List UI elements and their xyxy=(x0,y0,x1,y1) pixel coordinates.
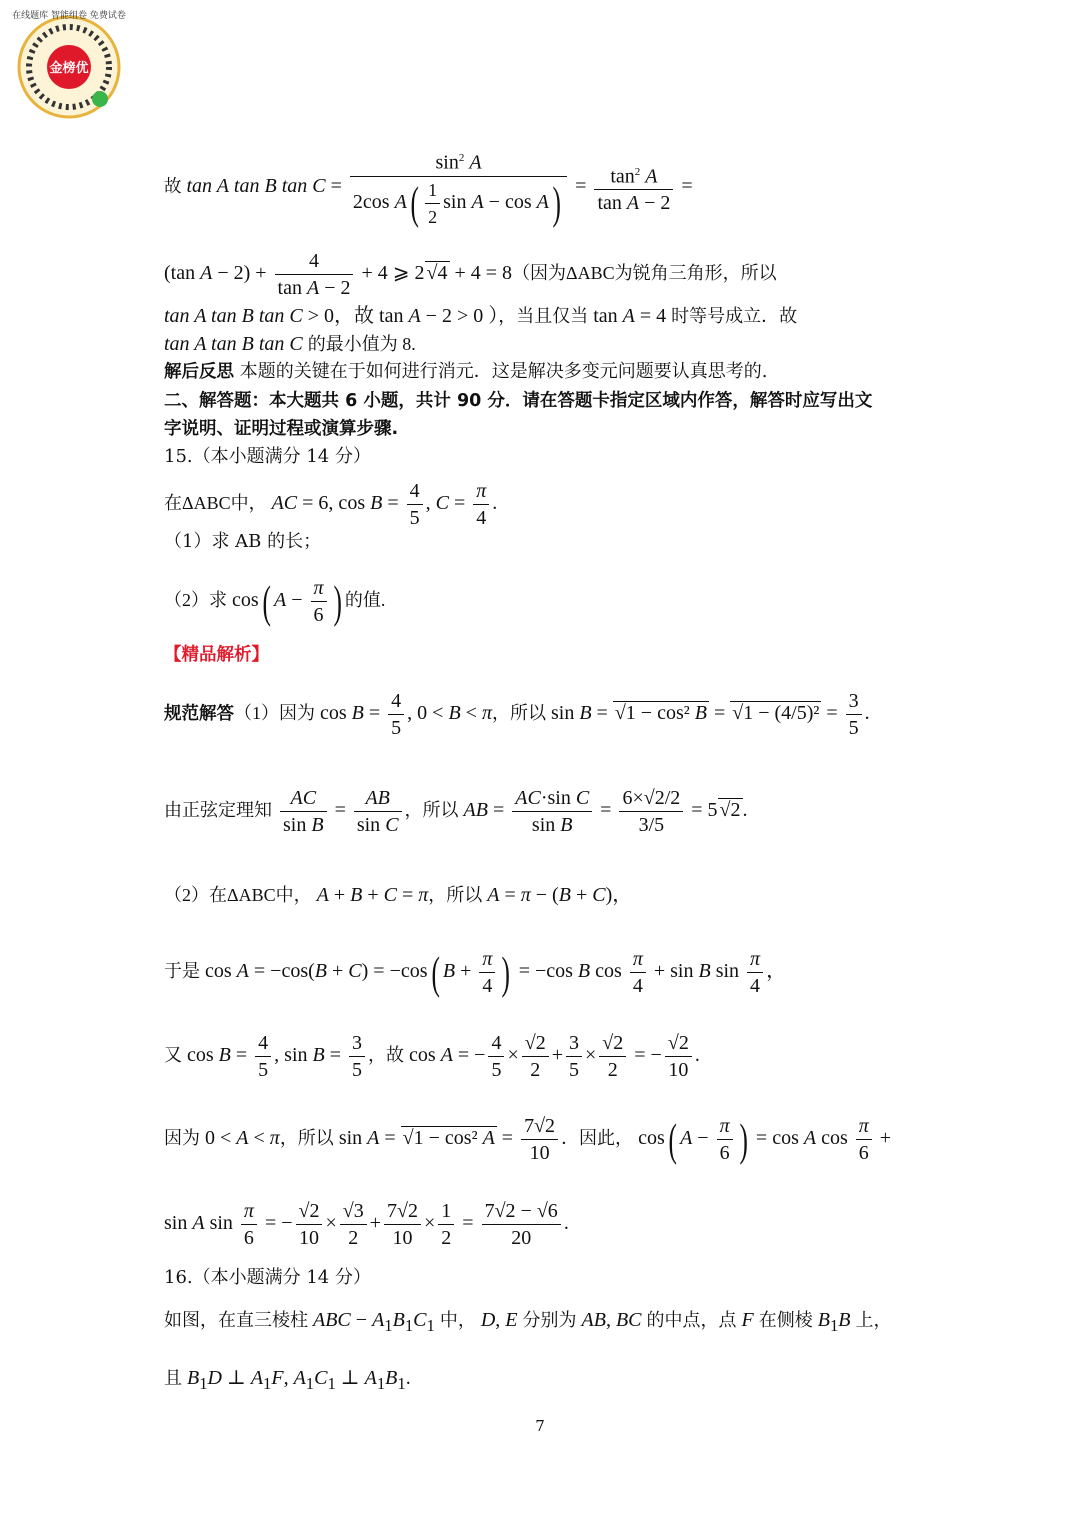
reflection-label: 解后反思 xyxy=(164,362,234,382)
jinbangyou-logo xyxy=(8,4,130,126)
q16-statement-1: 如图，在直三棱柱 ABC − $A_1B_1C_1$ 中， D, E 分别为 AB, BC 的中点，点 F 在侧棱 $B_1B$ 上， xyxy=(164,1309,892,1335)
q16-header: 16.（本小题满分 14 分） xyxy=(164,1267,371,1288)
q16-statement-2: 且 $B_1D$ ⊥ $A_1F$, $A_1C_1$ ⊥ $A_1B_1$. xyxy=(164,1367,411,1393)
formula-line-4: tan A tan B tan C 的最小值为 8. xyxy=(164,333,416,355)
logo-arc-text: 在线题库 智能组卷 免费试卷 xyxy=(12,11,126,21)
formula-line-1: 故 tan A tan B tan C = $\sin^2 A$ 2cos A( $\frac{1}{2}$ sin A − cos A) = $\frac{\tan^2 A}{\text{tan A − 2}}$ = xyxy=(164,145,693,230)
solution-line-4: 于是 cos A = −cos(B + C) = −cos( B + $\frac{\pi}{4}$ ) = −cos B cos $\frac{\pi}{4}$ + sin B sin $\frac{\pi}{4}$ ， xyxy=(164,946,787,998)
q15-header: 15.（本小题满分 14 分） xyxy=(164,446,371,467)
page-number: 7 xyxy=(535,1417,545,1435)
solution-line-2: 由正弦定理知 $\frac{AC}{\text{sin B}}$ = $\frac{AB}{\text{sin C}}$ ，所以 AB = $\frac{\text{AC·sin C}}{\text{sin B}}$ = $\frac{6\times√2/2}{3/5}$ = 5 √2 . xyxy=(164,787,748,836)
q15-statement: 在ΔABC中， AC = 6, cos B = $\frac{4}{5}$ , C = $\frac{\pi}{4}$ . xyxy=(164,480,498,529)
solution-line-6: 因为 0 < A < π，所以 sin A = √1 − cos² A = $\frac{7√2}{10}$ ．因此， cos( A − $\frac{\pi}{6}$ ) = cos A cos $\frac{\pi}{6}$ + xyxy=(164,1113,892,1165)
q15-part2: （2）求 cos( A − $\frac{\pi}{6}$ ) 的值. xyxy=(164,575,386,627)
reflection xyxy=(164,360,767,384)
formula-line-2: (tan A − 2) + $\frac{4}{\text{tan A − 2}}$ + 4 ⩾ 2 √4 + 4 = 8（因为ΔABC为锐角三角形，所以 xyxy=(164,250,777,299)
solution-line-3: （2）在ΔABC中， A + B + C = π，所以 A = π − (B + C)， xyxy=(164,884,633,906)
analysis-tag: 【精品解析】 xyxy=(164,645,269,665)
reflection-text: 本题的关键在于如何进行消元．这是解决多变元问题要认真思考的. xyxy=(239,361,768,382)
solution-line-7: sin A sin $\frac{\pi}{6}$ = − $\frac{√2}{10}$ × $\frac{√3}{2}$ + $\frac{7√2}{10}$ × $\frac{1}{2}$ = $\frac{7√2 - √6}{20}$ . xyxy=(164,1200,569,1249)
logo-name: 金榜优 xyxy=(49,61,89,76)
solution-line-5: 又 cos B = $\frac{4}{5}$ , sin B = $\frac{3}{5}$ ，故 cos A = − $\frac{4}{5}$ × $\frac{√2}{2}$ + $\frac{3}{5}$ × $\frac{√2}{2}$ = − $\frac{√2}{10}$ . xyxy=(164,1032,700,1081)
section2-line-a: 二、解答题：本大题共 6 小题，共计 90 分．请在答题卡指定区域内作答，解答时应写出文 xyxy=(164,391,873,411)
q15-part1: （1）求 AB 的长； xyxy=(164,531,322,552)
section2-line-b: 字说明、证明过程或演算步骤. xyxy=(164,419,399,439)
solution-line-1: 规范解答（1）因为 cos B = $\frac{4}{5}$ , 0 < B < π，所以 sin B = √1 − cos² B = √1 − (4/5)² = $\frac{3}{5}$ . xyxy=(164,690,870,739)
formula-line-3: tan A tan B tan C > 0，故 tan A − 2 > 0 ），当且仅当 tan A = 4 时等号成立．故 xyxy=(164,305,798,327)
